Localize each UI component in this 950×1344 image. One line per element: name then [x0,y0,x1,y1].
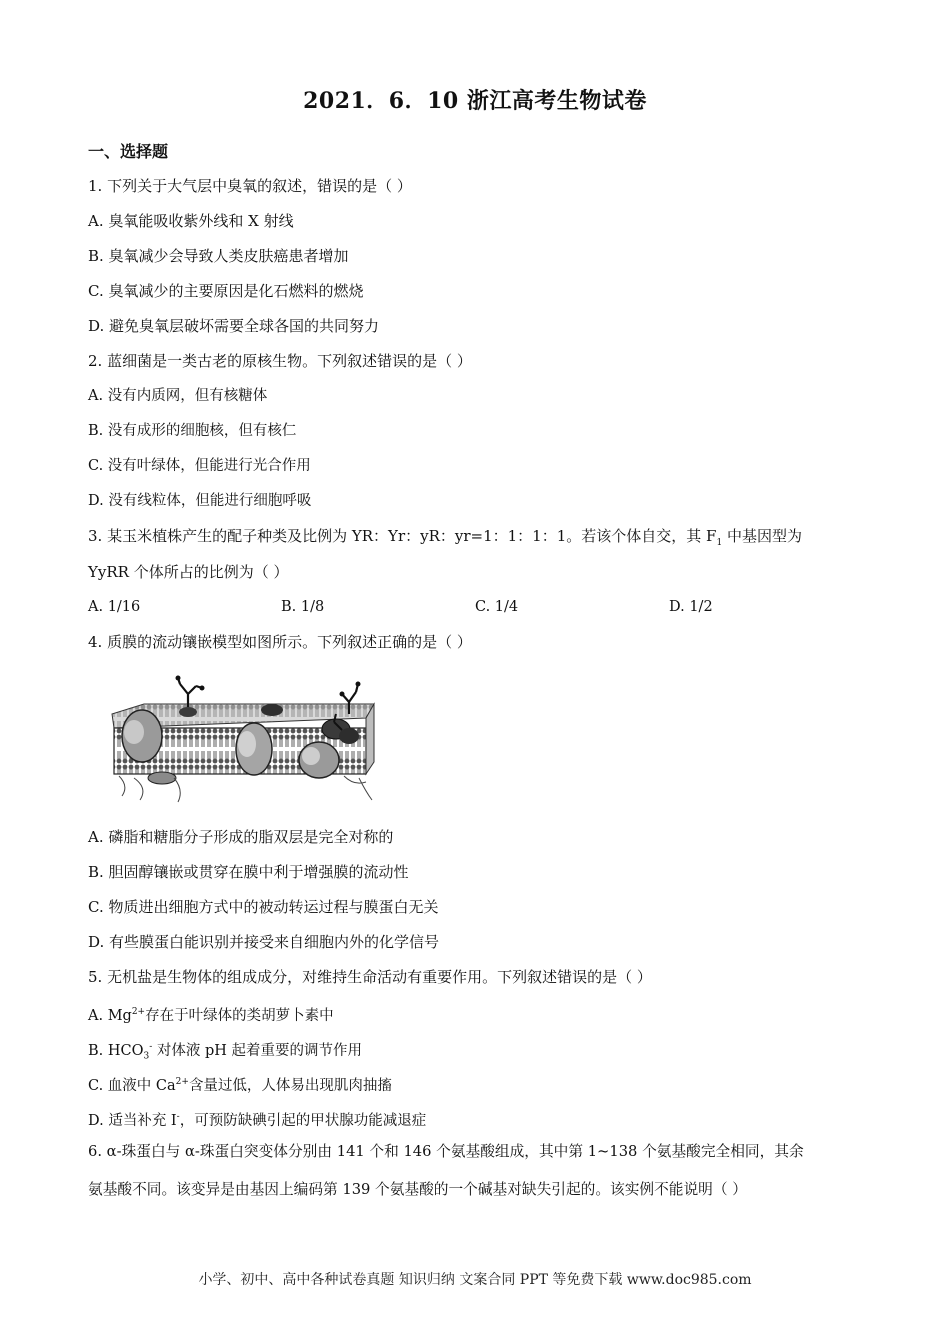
question-5-option-d: D. 适当补充 I-，可预防缺碘引起的甲状腺功能减退症 [88,1112,427,1129]
question-3-option-c: C. 1/4 [475,599,519,615]
question-4-option-b: B. 胆固醇镶嵌或贯穿在膜中利于增强膜的流动性 [88,863,409,881]
question-4-option-d: D. 有些膜蛋白能识别并接受来自细胞内外的化学信号 [88,933,440,951]
question-2-option-a: A. 没有内质网，但有核糖体 [88,388,268,404]
question-3-stem: 3. 某玉米植株产生的配子种类及比例为 YR：Yr：yR：yr=1：1：1：1。若该个体自交，其 $F_1$ 中基因型为 [88,527,802,548]
question-6-stem: 6. α-珠蛋白与 α-珠蛋白突变体分别由 141 个和 146 个氨基酸组成，其中第 1~138 个氨基酸完全相同，其余 [88,1143,804,1160]
question-1-option-c: C. 臭氧减少的主要原因是化石燃料的燃烧 [88,282,364,300]
question-3-option-a: A. 1/16 [88,599,141,615]
question-5-option-a: A. $Mg^{2+}$存在于叶绿体的类胡萝卜素中 [88,1007,334,1024]
question-1-option-d: D. 避免臭氧层破坏需要全球各国的共同努力 [88,317,380,335]
question-4-stem: 4. 质膜的流动镶嵌模型如图所示。下列叙述正确的是（ ） [88,633,472,651]
question-2-option-b: B. 没有成形的细胞核，但有核仁 [88,423,297,439]
page-footer: 小学、初中、高中各种试卷真题 知识归纳 文案合同 PPT 等免费下载 www.doc985.com [198,1272,752,1288]
question-2-stem: 2. 蓝细菌是一类古老的原核生物。下列叙述错误的是（ ） [88,352,472,370]
page-title: 2021．6．10 浙江高考生物试卷 [303,88,647,114]
question-2-option-d: D. 没有线粒体，但能进行细胞呼吸 [88,493,312,509]
question-5-stem: 5. 无机盐是生物体的组成成分，对维持生命活动有重要作用。下列叙述错误的是（ ） [88,968,652,986]
section-heading: 一、选择题 [88,142,169,161]
membrane-diagram [104,674,376,812]
question-1-stem: 1. 下列关于大气层中臭氧的叙述，错误的是（ ） [88,177,412,195]
question-5-option-b: B. $HCO_3^-$ 对体液 pH 起着重要的调节作用 [88,1042,363,1062]
question-4-option-a: A. 磷脂和糖脂分子形成的脂双层是完全对称的 [88,828,394,846]
question-4-option-c: C. 物质进出细胞方式中的被动转运过程与膜蛋白无关 [88,898,439,916]
question-3-option-d: D. 1/2 [669,599,713,615]
question-1-option-a: A. 臭氧能吸收紫外线和 X 射线 [88,212,294,230]
question-5-option-c: C. 血液中 $Ca^{2+}$含量过低，人体易出现肌肉抽搐 [88,1077,392,1094]
question-3-option-b: B. 1/8 [281,599,325,615]
question-1-option-b: B. 臭氧减少会导致人类皮肤癌患者增加 [88,247,349,265]
question-2-option-c: C. 没有叶绿体，但能进行光合作用 [88,458,311,474]
question-3-stem-continued: YyRR 个体所占的比例为（ ） [88,563,289,581]
question-6-stem-continued: 氨基酸不同。该变异是由基因上编码第 139 个氨基酸的一个碱基对缺失引起的。该实例不能说明（ ） [88,1181,747,1198]
